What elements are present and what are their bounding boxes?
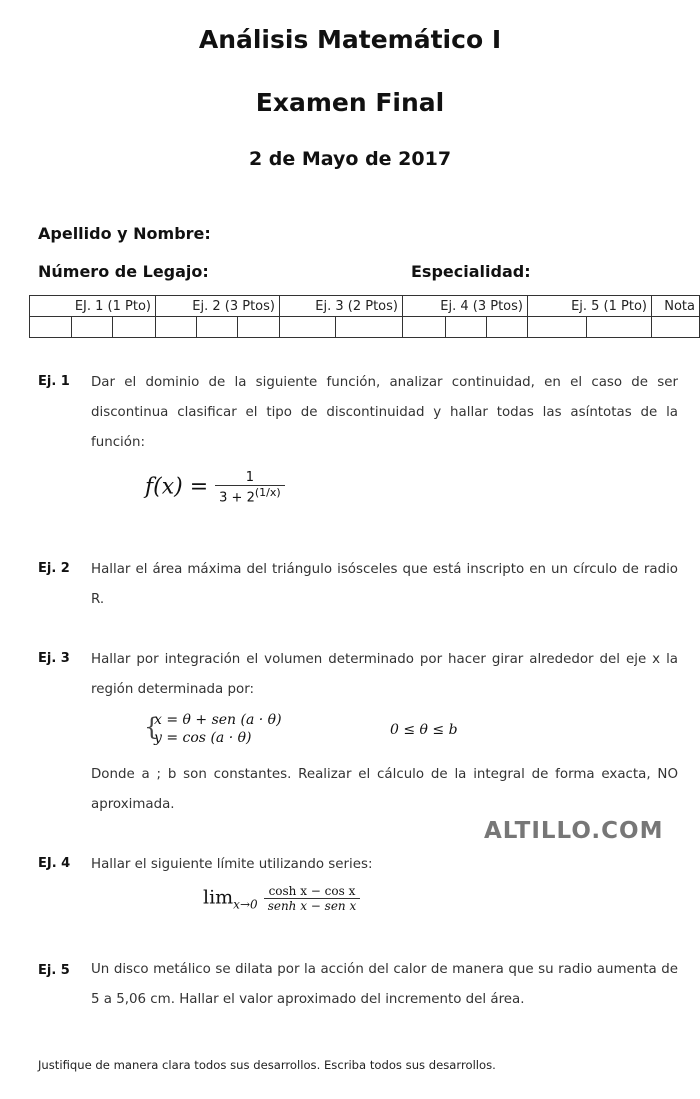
grade-header: Ej. 2 (3 Ptos)	[156, 296, 280, 317]
formula-denominator: 3 + 2	[219, 490, 255, 506]
limit-subscript: x→0	[233, 897, 258, 912]
formula-lhs: f(x) =	[145, 474, 209, 500]
watermark: ALTILLO.COM	[484, 818, 664, 844]
grade-header: Nota	[652, 296, 700, 317]
exam-subtitle: Examen Final	[255, 88, 445, 117]
grade-cell[interactable]	[30, 317, 72, 338]
system-eq-x: x = θ + sen (a · θ)	[154, 712, 282, 728]
grade-cell[interactable]	[113, 317, 156, 338]
grade-cell[interactable]	[197, 317, 238, 338]
exercise-3-label: Ej. 3	[38, 651, 70, 666]
grade-header: Ej. 5 (1 Pto)	[528, 296, 652, 317]
grade-cell[interactable]	[336, 317, 403, 338]
grade-cell[interactable]	[403, 317, 446, 338]
brace-icon: {	[144, 713, 160, 741]
footer-note: Justifique de manera clara todos sus desarrollos. Escriba todos sus desarrollos.	[38, 1058, 496, 1072]
grade-cell[interactable]	[72, 317, 113, 338]
name-label: Apellido y Nombre:	[38, 224, 211, 243]
exercise-3-range: 0 ≤ θ ≤ b	[390, 722, 458, 738]
exercise-2-text: Hallar el área máxima del triángulo isósceles que está inscripto en un círculo de radio R.	[91, 562, 678, 607]
exercise-1-text: Dar el dominio de la siguiente función, analizar continuidad, en el caso de ser discontinua clasificar el tipo de discontinuidad y hallar todas las asíntotas de la función:	[91, 375, 678, 450]
exercise-1-label: Ej. 1	[38, 374, 70, 389]
limit-symbol: lim	[203, 886, 234, 909]
exercise-4-formula	[203, 884, 360, 913]
especialidad-label: Especialidad:	[411, 262, 531, 281]
exercise-5-label: Ej. 5	[38, 963, 70, 978]
grade-header: Ej. 4 (3 Ptos)	[403, 296, 528, 317]
exercise-5-text: Un disco metálico se dilata por la acción del calor de manera que su radio aumenta de 5 a 5,06 cm. Hallar el valor aproximado del incremento del área.	[91, 962, 678, 1007]
grade-cell[interactable]	[280, 317, 336, 338]
exercise-1-formula	[145, 470, 285, 505]
grade-table	[29, 295, 700, 338]
formula-numerator: 1	[215, 470, 285, 486]
grade-cell[interactable]	[446, 317, 487, 338]
formula-exponent: (1/x)	[254, 486, 281, 499]
exercise-3-system	[154, 711, 282, 747]
grade-cell[interactable]	[587, 317, 652, 338]
exercise-4-text: Hallar el siguiente límite utilizando series:	[91, 857, 373, 872]
exercise-4-label: EJ. 4	[38, 856, 71, 871]
exercise-3-text2: Donde a ; b son constantes. Realizar el cálculo de la integral de forma exacta, NO aproximada.	[91, 767, 678, 812]
system-eq-y: y = cos (a · θ)	[154, 730, 252, 746]
grade-header: EJ. 1 (1 Pto)	[30, 296, 156, 317]
grade-cell[interactable]	[487, 317, 528, 338]
grade-cell[interactable]	[652, 317, 700, 338]
exercise-2-label: Ej. 2	[38, 561, 70, 576]
legajo-label: Número de Legajo:	[38, 262, 209, 281]
grade-cell[interactable]	[156, 317, 197, 338]
grade-header: Ej. 3 (2 Ptos)	[280, 296, 403, 317]
grade-cell[interactable]	[528, 317, 587, 338]
grade-cell[interactable]	[238, 317, 280, 338]
exam-date: 2 de Mayo de 2017	[248, 148, 452, 170]
formula-denominator: senh x − sen x	[267, 899, 357, 913]
exam-title: Análisis Matemático I	[198, 25, 502, 54]
formula-numerator: cosh x − cos x	[264, 884, 361, 899]
exercise-3-text: Hallar por integración el volumen determinado por hacer girar alrededor del eje x la región determinada por:	[91, 652, 678, 697]
